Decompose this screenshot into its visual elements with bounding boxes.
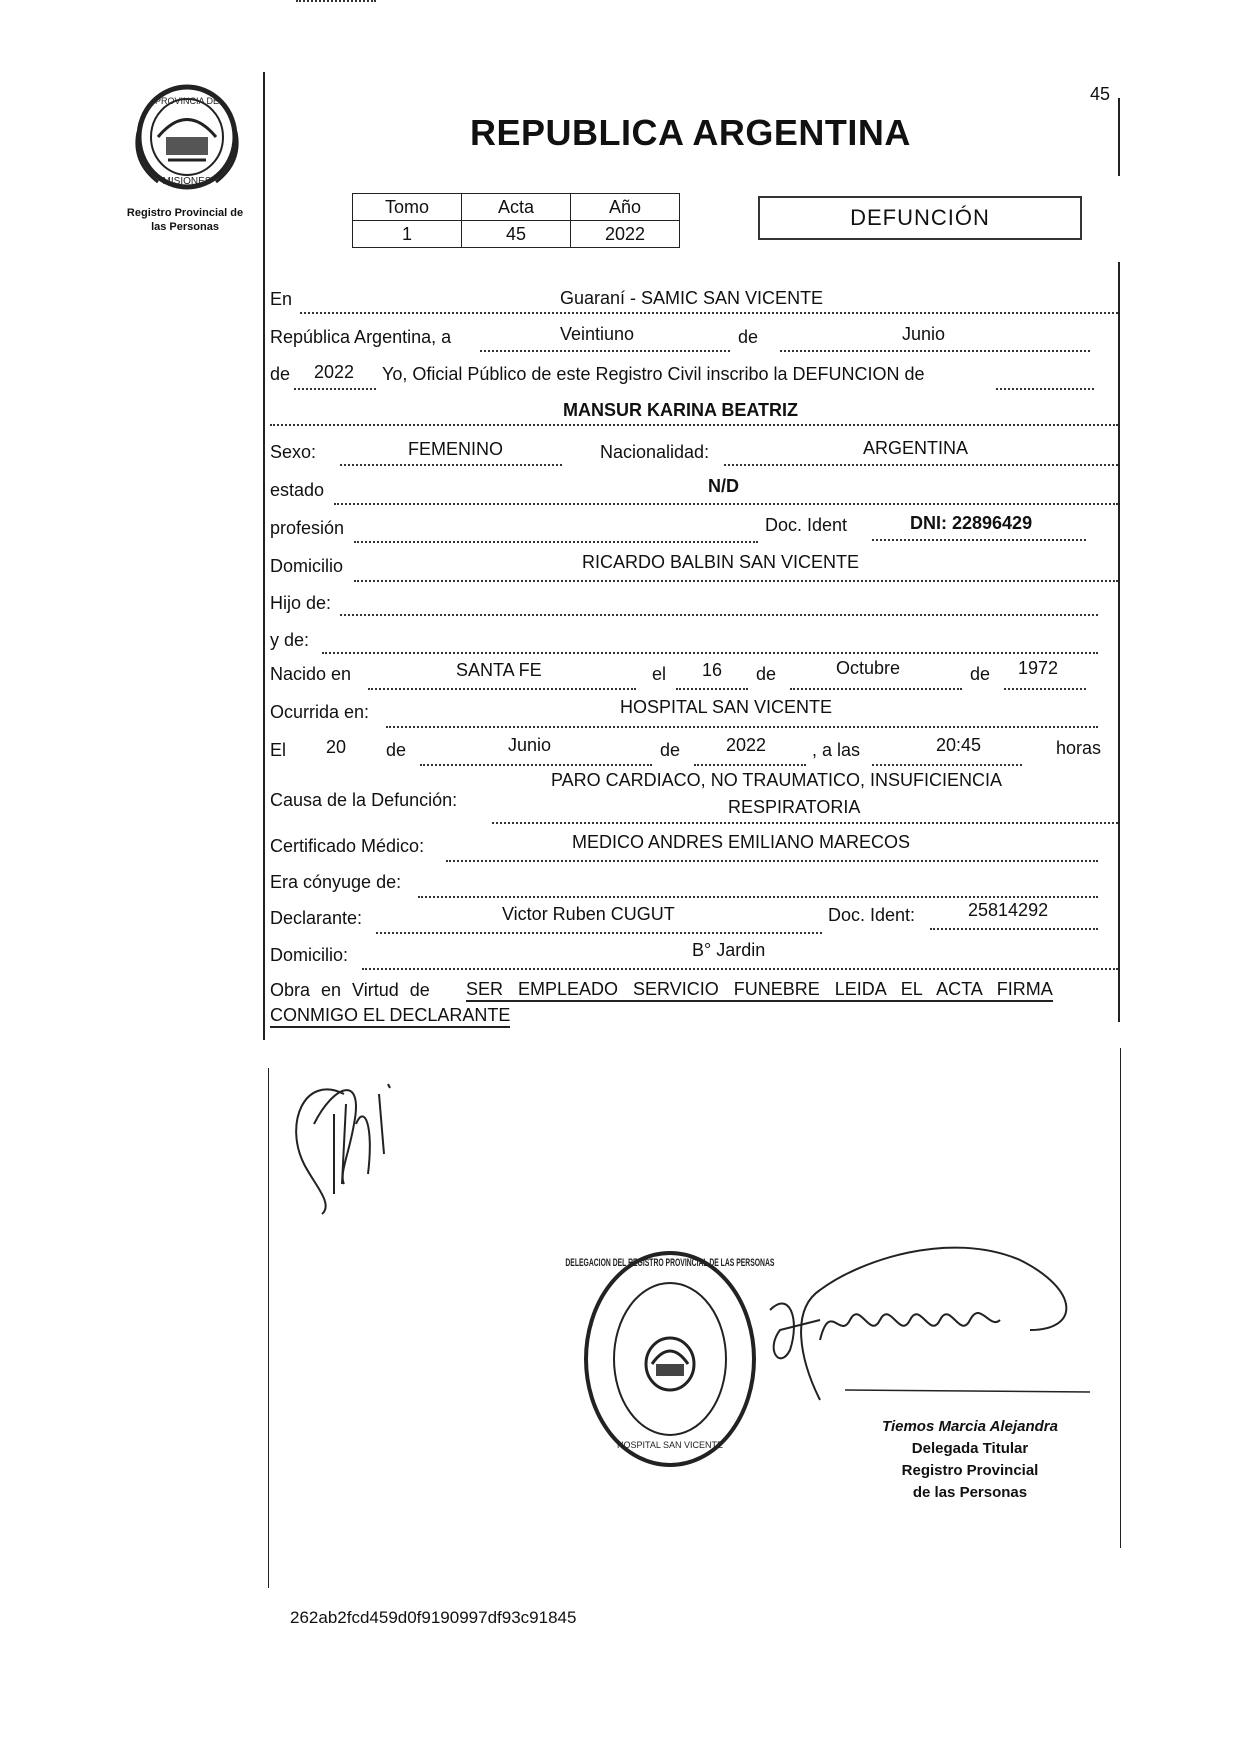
causa-dotted-line bbox=[492, 822, 1118, 824]
sexo-value: FEMENINO bbox=[408, 439, 504, 459]
y-de-dotted-line bbox=[322, 652, 1098, 654]
nacido-de-label-2: de bbox=[970, 664, 991, 684]
ocurrida-dotted-line bbox=[386, 726, 1098, 728]
right-border-line-lower bbox=[1120, 1048, 1121, 1548]
fallec-hora-dotted-line bbox=[872, 764, 1022, 766]
month-dotted-line bbox=[780, 350, 1090, 352]
acta-header-anio: Año bbox=[571, 194, 680, 221]
document-hash: 262ab2fcd459d0f9190997df93c91845 bbox=[290, 1608, 577, 1627]
fallec-hora-value: 20:45 bbox=[936, 735, 982, 755]
causa-line-1: PARO CARDIACO, NO TRAUMATICO, INSUFICIENCIA bbox=[551, 770, 1003, 790]
causa-label: Causa de la Defunción: bbox=[270, 790, 458, 810]
horas-label: horas bbox=[1056, 738, 1102, 758]
estado-value: N/D bbox=[708, 476, 739, 496]
nacido-anio-dotted-line bbox=[1004, 688, 1086, 690]
decl-domicilio-dotted-line bbox=[362, 968, 1118, 970]
stamp-round-text: DELEGACION DEL REGISTRO PROVINCIAL DE LAS PERSONAS bbox=[565, 1256, 775, 1269]
conyuge-dotted-line bbox=[418, 896, 1098, 898]
official-office-line-1: Registro Provincial bbox=[901, 1462, 1039, 1479]
nacionalidad-dotted-line bbox=[724, 464, 1118, 466]
doc-ident-label: Doc. Ident bbox=[765, 515, 848, 535]
name-dotted-line bbox=[270, 424, 1118, 426]
fallec-dia-dotted-line bbox=[296, 0, 376, 2]
month-value: Junio bbox=[902, 324, 946, 344]
declarante-doc-dotted-line bbox=[930, 928, 1098, 930]
en-dotted-line bbox=[300, 312, 1118, 314]
nacido-anio-value: 1972 bbox=[1018, 658, 1059, 678]
nacido-label: Nacido en bbox=[270, 664, 352, 684]
nacido-de-label-1: de bbox=[756, 664, 777, 684]
nacido-el-label: el bbox=[652, 664, 667, 684]
fallec-mes-value: Junio bbox=[508, 735, 552, 755]
acta-header-tomo: Tomo bbox=[353, 194, 462, 221]
el-cap-label: El bbox=[270, 740, 287, 760]
official-signature bbox=[760, 1220, 1100, 1420]
certificado-label: Certificado Médico: bbox=[270, 836, 425, 856]
fallec-de-label-2: de bbox=[660, 740, 681, 760]
fallec-dia-value: 20 bbox=[326, 737, 347, 757]
agency-name bbox=[105, 206, 265, 234]
nacido-lugar-dotted-line bbox=[368, 688, 636, 690]
decl-domicilio-value: B° Jardin bbox=[692, 940, 766, 960]
acta-header-acta: Acta bbox=[462, 194, 571, 221]
inscribe-dotted-line bbox=[996, 388, 1094, 390]
nacionalidad-value: ARGENTINA bbox=[863, 438, 969, 458]
provincial-seal bbox=[128, 82, 246, 192]
fallec-de-label-1: de bbox=[386, 740, 407, 760]
declarante-doc-value: 25814292 bbox=[968, 900, 1049, 920]
doc-ident-dotted-line bbox=[872, 539, 1086, 541]
declarant-signature bbox=[284, 1064, 414, 1214]
sexo-dotted-line bbox=[340, 464, 562, 466]
official-round-stamp bbox=[565, 1248, 775, 1470]
de-label-2: de bbox=[270, 364, 291, 384]
declarante-doc-label: Doc. Ident: bbox=[828, 905, 916, 925]
nacionalidad-label: Nacionalidad: bbox=[600, 442, 710, 462]
seal-text-top: PROVINCIA DE bbox=[154, 96, 220, 106]
acta-table bbox=[352, 193, 680, 248]
hijo-de-dotted-line bbox=[340, 614, 1098, 616]
obra-value-line-1: SER EMPLEADO SERVICIO FUNEBRE LEIDA EL ACTA FIRMA bbox=[466, 978, 1053, 1002]
domicilio-label: Domicilio bbox=[270, 556, 344, 576]
certificado-value: MEDICO ANDRES EMILIANO MARECOS bbox=[572, 832, 911, 852]
de-label-1: de bbox=[738, 327, 759, 347]
nacido-mes-value: Octubre bbox=[836, 658, 901, 678]
causa-line-2: RESPIRATORIA bbox=[728, 797, 861, 817]
deceased-name: MANSUR KARINA BEATRIZ bbox=[563, 400, 798, 420]
nacido-lugar-value: SANTA FE bbox=[456, 660, 542, 680]
document-type-box: DEFUNCIÓN bbox=[758, 196, 1082, 240]
nacido-dia-dotted-line bbox=[676, 688, 748, 690]
profesion-label: profesión bbox=[270, 518, 345, 538]
right-border-line bbox=[1118, 98, 1120, 176]
declarante-dotted-line bbox=[376, 932, 822, 934]
estado-dotted-line bbox=[334, 503, 1118, 505]
decl-domicilio-label: Domicilio: bbox=[270, 945, 349, 965]
acta-value-anio: 2022 bbox=[571, 221, 680, 248]
acta-value-acta: 45 bbox=[462, 221, 571, 248]
agency-name-line1: Registro Provincial de bbox=[126, 207, 244, 219]
domicilio-dotted-line bbox=[354, 580, 1118, 582]
agency-name-line2: las Personas bbox=[151, 221, 219, 233]
official-title: Delegada Titular bbox=[911, 1440, 1029, 1457]
conyuge-label: Era cónyuge de: bbox=[270, 872, 402, 892]
certificado-dotted-line bbox=[446, 860, 1098, 862]
a-las-label: , a las bbox=[812, 740, 861, 760]
acta-value-tomo: 1 bbox=[353, 221, 462, 248]
left-border-line-lower bbox=[268, 1068, 269, 1588]
nacido-mes-dotted-line bbox=[790, 688, 962, 690]
fallec-anio-dotted-line bbox=[694, 764, 806, 766]
obra-label: Obra en Virtud de bbox=[270, 980, 430, 1000]
fallec-anio-value: 2022 bbox=[726, 735, 767, 755]
acta-table-value-row bbox=[353, 221, 680, 248]
declarante-value: Victor Ruben CUGUT bbox=[502, 904, 675, 924]
en-value: Guaraní - SAMIC SAN VICENTE bbox=[560, 288, 824, 308]
en-label: En bbox=[270, 289, 293, 309]
acta-table-header-row bbox=[353, 194, 680, 221]
obra-value-line-2: CONMIGO EL DECLARANTE bbox=[270, 1004, 510, 1028]
official-office-line-2: de las Personas bbox=[912, 1484, 1028, 1501]
year-value: 2022 bbox=[314, 362, 355, 382]
domicilio-value: RICARDO BALBIN SAN VICENTE bbox=[582, 552, 860, 572]
year-dotted-line bbox=[294, 388, 376, 390]
day-dotted-line bbox=[480, 350, 730, 352]
republica-label: República Argentina, a bbox=[270, 327, 452, 347]
nacido-dia-value: 16 bbox=[702, 660, 723, 680]
ocurrida-label: Ocurrida en: bbox=[270, 702, 370, 722]
stamp-inner-text: HOSPITAL SAN VICENTE bbox=[616, 1440, 724, 1450]
estado-label: estado bbox=[270, 480, 325, 500]
seal-text-bottom: MISIONES bbox=[162, 176, 212, 187]
y-de-label: y de: bbox=[270, 630, 310, 650]
inscribe-text: Yo, Oficial Público de este Registro Civil inscribo la DEFUNCION de bbox=[382, 364, 925, 384]
hijo-de-label: Hijo de: bbox=[270, 593, 332, 613]
official-name: Tiemos Marcia Alejandra bbox=[882, 1418, 1058, 1435]
page-number: 45 bbox=[1090, 84, 1111, 104]
sexo-label: Sexo: bbox=[270, 442, 317, 462]
page-title: REPUBLICA ARGENTINA bbox=[470, 112, 911, 153]
doc-ident-value: DNI: 22896429 bbox=[910, 513, 1033, 533]
left-border-line bbox=[263, 72, 265, 1040]
right-border-line-mid bbox=[1118, 262, 1120, 1022]
day-words-value: Veintiuno bbox=[560, 324, 635, 344]
declarante-label: Declarante: bbox=[270, 908, 363, 928]
profesion-dotted-line bbox=[354, 541, 758, 543]
fallec-mes-dotted-line bbox=[420, 764, 652, 766]
official-info-block bbox=[840, 1416, 1100, 1504]
ocurrida-value: HOSPITAL SAN VICENTE bbox=[620, 697, 833, 717]
